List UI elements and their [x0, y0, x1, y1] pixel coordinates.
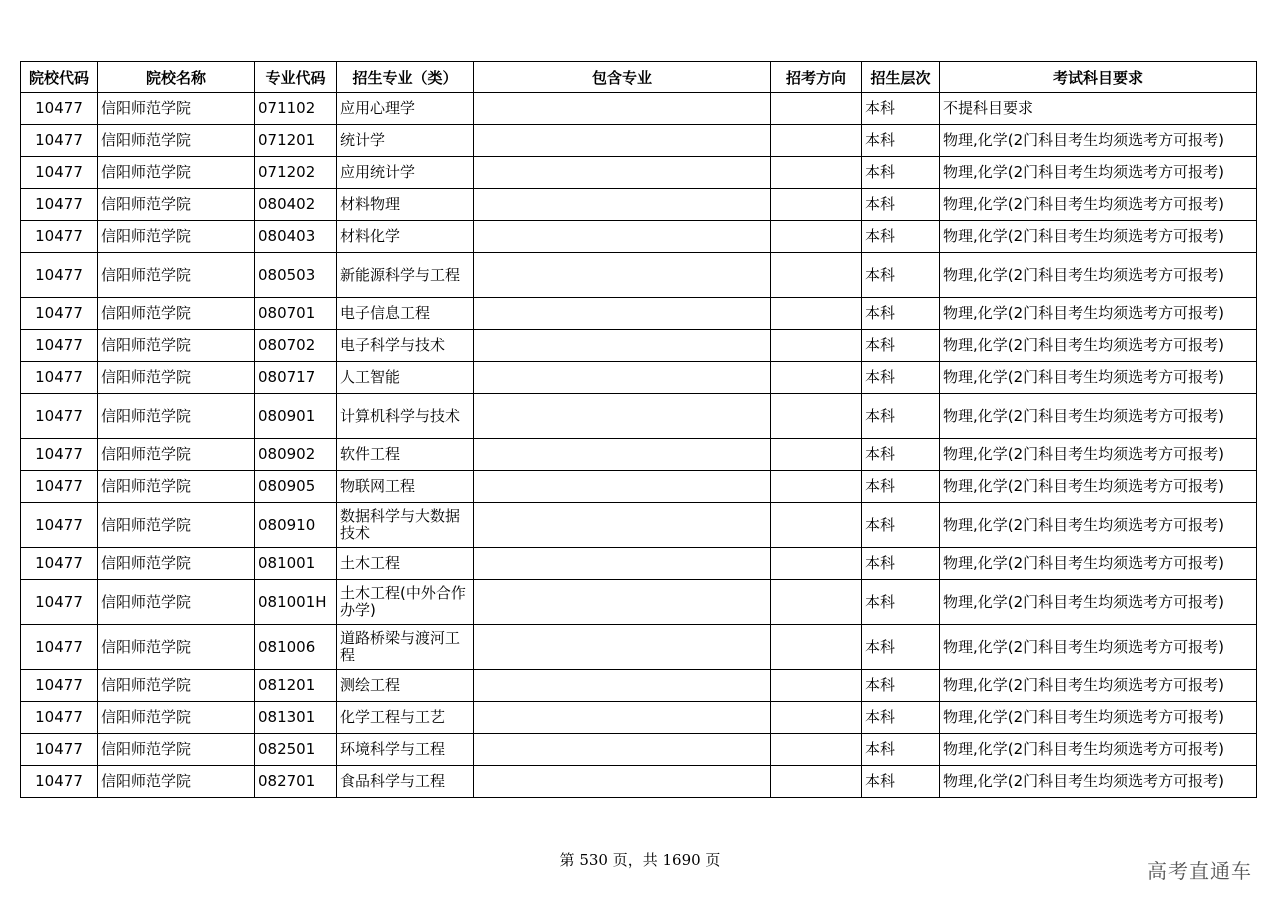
cell-included-majors: [474, 362, 771, 394]
cell-requirement: 物理,化学(2门科目考生均须选考方可报考): [940, 471, 1257, 503]
cell-school-code: 10477: [21, 394, 98, 439]
cell-school-name: 信阳师范学院: [98, 439, 255, 471]
table-row: [21, 439, 1257, 471]
cell-included-majors: [474, 734, 771, 766]
cell-major-code: 082501: [255, 734, 337, 766]
cell-major: 电子信息工程: [337, 298, 474, 330]
cell-school-name: 信阳师范学院: [98, 125, 255, 157]
header-major: 招生专业（类）: [337, 62, 474, 93]
cell-school-code: 10477: [21, 362, 98, 394]
cell-school-code: 10477: [21, 330, 98, 362]
cell-direction: [771, 125, 862, 157]
table-row: [21, 548, 1257, 580]
cell-requirement: 物理,化学(2门科目考生均须选考方可报考): [940, 625, 1257, 670]
header-school-name: 院校名称: [98, 62, 255, 93]
cell-major: 测绘工程: [337, 670, 474, 702]
cell-school-name: 信阳师范学院: [98, 702, 255, 734]
cell-major-code: 080402: [255, 189, 337, 221]
table-row: [21, 580, 1257, 625]
cell-included-majors: [474, 766, 771, 798]
cell-major: 化学工程与工艺: [337, 702, 474, 734]
table-header-row: [21, 62, 1257, 93]
cell-level: 本科: [862, 702, 940, 734]
table-row: [21, 702, 1257, 734]
table-row: [21, 253, 1257, 298]
cell-major: 材料物理: [337, 189, 474, 221]
cell-requirement: 物理,化学(2门科目考生均须选考方可报考): [940, 766, 1257, 798]
table-row: [21, 221, 1257, 253]
cell-included-majors: [474, 125, 771, 157]
cell-school-code: 10477: [21, 439, 98, 471]
cell-major-code: 071102: [255, 93, 337, 125]
cell-level: 本科: [862, 362, 940, 394]
cell-requirement: 物理,化学(2门科目考生均须选考方可报考): [940, 362, 1257, 394]
cell-school-name: 信阳师范学院: [98, 548, 255, 580]
cell-school-code: 10477: [21, 580, 98, 625]
cell-requirement: 物理,化学(2门科目考生均须选考方可报考): [940, 157, 1257, 189]
cell-direction: [771, 625, 862, 670]
cell-included-majors: [474, 221, 771, 253]
header-school-code: 院校代码: [21, 62, 98, 93]
cell-level: 本科: [862, 330, 940, 362]
table-row: [21, 93, 1257, 125]
table-row: [21, 189, 1257, 221]
table-row: [21, 394, 1257, 439]
cell-major-code: 080910: [255, 503, 337, 548]
table-row: [21, 471, 1257, 503]
cell-direction: [771, 580, 862, 625]
cell-major-code: 080503: [255, 253, 337, 298]
cell-direction: [771, 394, 862, 439]
cell-direction: [771, 298, 862, 330]
cell-level: 本科: [862, 157, 940, 189]
table-body: [21, 93, 1257, 798]
cell-included-majors: [474, 298, 771, 330]
cell-included-majors: [474, 93, 771, 125]
cell-included-majors: [474, 189, 771, 221]
cell-requirement: 物理,化学(2门科目考生均须选考方可报考): [940, 394, 1257, 439]
cell-requirement: 物理,化学(2门科目考生均须选考方可报考): [940, 439, 1257, 471]
cell-major-code: 080905: [255, 471, 337, 503]
cell-school-code: 10477: [21, 125, 98, 157]
cell-school-name: 信阳师范学院: [98, 625, 255, 670]
table-row: [21, 503, 1257, 548]
cell-school-code: 10477: [21, 702, 98, 734]
cell-school-name: 信阳师范学院: [98, 157, 255, 189]
header-requirement: 考试科目要求: [940, 62, 1257, 93]
cell-direction: [771, 189, 862, 221]
cell-school-name: 信阳师范学院: [98, 221, 255, 253]
table-row: [21, 125, 1257, 157]
cell-level: 本科: [862, 625, 940, 670]
cell-level: 本科: [862, 189, 940, 221]
header-included-majors: 包含专业: [474, 62, 771, 93]
cell-direction: [771, 766, 862, 798]
cell-major: 应用心理学: [337, 93, 474, 125]
cell-level: 本科: [862, 93, 940, 125]
cell-included-majors: [474, 394, 771, 439]
cell-direction: [771, 702, 862, 734]
cell-major-code: 080902: [255, 439, 337, 471]
cell-major: 应用统计学: [337, 157, 474, 189]
cell-included-majors: [474, 471, 771, 503]
cell-major-code: 071202: [255, 157, 337, 189]
cell-school-code: 10477: [21, 298, 98, 330]
cell-school-code: 10477: [21, 189, 98, 221]
table-row: [21, 670, 1257, 702]
page-number: 第 530 页，共 1690 页: [559, 851, 721, 869]
cell-requirement: 物理,化学(2门科目考生均须选考方可报考): [940, 702, 1257, 734]
cell-requirement: 物理,化学(2门科目考生均须选考方可报考): [940, 189, 1257, 221]
cell-school-name: 信阳师范学院: [98, 253, 255, 298]
cell-school-code: 10477: [21, 766, 98, 798]
cell-school-name: 信阳师范学院: [98, 394, 255, 439]
cell-school-code: 10477: [21, 670, 98, 702]
cell-school-name: 信阳师范学院: [98, 471, 255, 503]
cell-direction: [771, 221, 862, 253]
cell-level: 本科: [862, 471, 940, 503]
cell-direction: [771, 157, 862, 189]
cell-requirement: 物理,化学(2门科目考生均须选考方可报考): [940, 734, 1257, 766]
cell-direction: [771, 93, 862, 125]
cell-major-code: 080901: [255, 394, 337, 439]
cell-level: 本科: [862, 734, 940, 766]
cell-major: 软件工程: [337, 439, 474, 471]
cell-major-code: 081201: [255, 670, 337, 702]
cell-requirement: 物理,化学(2门科目考生均须选考方可报考): [940, 253, 1257, 298]
header-direction: 招考方向: [771, 62, 862, 93]
cell-included-majors: [474, 503, 771, 548]
cell-level: 本科: [862, 670, 940, 702]
cell-direction: [771, 471, 862, 503]
cell-direction: [771, 548, 862, 580]
cell-included-majors: [474, 253, 771, 298]
cell-major-code: 080717: [255, 362, 337, 394]
cell-direction: [771, 330, 862, 362]
cell-major: 道路桥梁与渡河工程: [337, 625, 474, 670]
cell-level: 本科: [862, 125, 940, 157]
cell-included-majors: [474, 580, 771, 625]
cell-school-name: 信阳师范学院: [98, 189, 255, 221]
cell-major: 数据科学与大数据技术: [337, 503, 474, 548]
cell-major-code: 081301: [255, 702, 337, 734]
cell-direction: [771, 362, 862, 394]
cell-school-code: 10477: [21, 157, 98, 189]
cell-school-name: 信阳师范学院: [98, 734, 255, 766]
cell-requirement: 物理,化学(2门科目考生均须选考方可报考): [940, 503, 1257, 548]
cell-major: 计算机科学与技术: [337, 394, 474, 439]
cell-school-name: 信阳师范学院: [98, 93, 255, 125]
cell-major-code: 080403: [255, 221, 337, 253]
cell-level: 本科: [862, 298, 940, 330]
cell-major: 土木工程(中外合作办学): [337, 580, 474, 625]
cell-major-code: 071201: [255, 125, 337, 157]
table-row: [21, 625, 1257, 670]
table-row: [21, 298, 1257, 330]
cell-requirement: 物理,化学(2门科目考生均须选考方可报考): [940, 548, 1257, 580]
cell-major: 统计学: [337, 125, 474, 157]
cell-included-majors: [474, 330, 771, 362]
cell-included-majors: [474, 157, 771, 189]
cell-included-majors: [474, 439, 771, 471]
cell-major-code: 080701: [255, 298, 337, 330]
cell-major-code: 080702: [255, 330, 337, 362]
cell-requirement: 物理,化学(2门科目考生均须选考方可报考): [940, 298, 1257, 330]
cell-included-majors: [474, 670, 771, 702]
admission-table: [20, 61, 1257, 798]
header-level: 招生层次: [862, 62, 940, 93]
cell-requirement: 物理,化学(2门科目考生均须选考方可报考): [940, 580, 1257, 625]
cell-level: 本科: [862, 221, 940, 253]
cell-school-name: 信阳师范学院: [98, 670, 255, 702]
cell-major: 新能源科学与工程: [337, 253, 474, 298]
cell-school-code: 10477: [21, 548, 98, 580]
table-row: [21, 734, 1257, 766]
cell-level: 本科: [862, 394, 940, 439]
cell-major: 环境科学与工程: [337, 734, 474, 766]
cell-major-code: 081001: [255, 548, 337, 580]
table-row: [21, 157, 1257, 189]
cell-major: 人工智能: [337, 362, 474, 394]
cell-major-code: 081001H: [255, 580, 337, 625]
cell-major: 材料化学: [337, 221, 474, 253]
cell-direction: [771, 734, 862, 766]
cell-included-majors: [474, 548, 771, 580]
cell-major: 物联网工程: [337, 471, 474, 503]
cell-school-code: 10477: [21, 734, 98, 766]
cell-direction: [771, 670, 862, 702]
table-row: [21, 766, 1257, 798]
cell-school-code: 10477: [21, 503, 98, 548]
cell-school-name: 信阳师范学院: [98, 362, 255, 394]
cell-major-code: 081006: [255, 625, 337, 670]
cell-major: 电子科学与技术: [337, 330, 474, 362]
cell-school-name: 信阳师范学院: [98, 503, 255, 548]
watermark: 高考直通车: [1147, 859, 1252, 883]
cell-direction: [771, 503, 862, 548]
cell-school-code: 10477: [21, 221, 98, 253]
cell-level: 本科: [862, 766, 940, 798]
cell-major: 食品科学与工程: [337, 766, 474, 798]
cell-requirement: 不提科目要求: [940, 93, 1257, 125]
cell-requirement: 物理,化学(2门科目考生均须选考方可报考): [940, 330, 1257, 362]
cell-direction: [771, 253, 862, 298]
cell-school-name: 信阳师范学院: [98, 580, 255, 625]
cell-level: 本科: [862, 503, 940, 548]
table-row: [21, 330, 1257, 362]
cell-requirement: 物理,化学(2门科目考生均须选考方可报考): [940, 125, 1257, 157]
cell-included-majors: [474, 702, 771, 734]
header-major-code: 专业代码: [255, 62, 337, 93]
cell-level: 本科: [862, 253, 940, 298]
cell-requirement: 物理,化学(2门科目考生均须选考方可报考): [940, 670, 1257, 702]
cell-school-code: 10477: [21, 93, 98, 125]
cell-major-code: 082701: [255, 766, 337, 798]
table-row: [21, 362, 1257, 394]
cell-school-code: 10477: [21, 253, 98, 298]
cell-level: 本科: [862, 548, 940, 580]
cell-requirement: 物理,化学(2门科目考生均须选考方可报考): [940, 221, 1257, 253]
cell-level: 本科: [862, 580, 940, 625]
cell-major: 土木工程: [337, 548, 474, 580]
cell-school-name: 信阳师范学院: [98, 330, 255, 362]
cell-school-name: 信阳师范学院: [98, 766, 255, 798]
cell-school-code: 10477: [21, 471, 98, 503]
cell-included-majors: [474, 625, 771, 670]
cell-direction: [771, 439, 862, 471]
cell-level: 本科: [862, 439, 940, 471]
cell-school-name: 信阳师范学院: [98, 298, 255, 330]
cell-school-code: 10477: [21, 625, 98, 670]
